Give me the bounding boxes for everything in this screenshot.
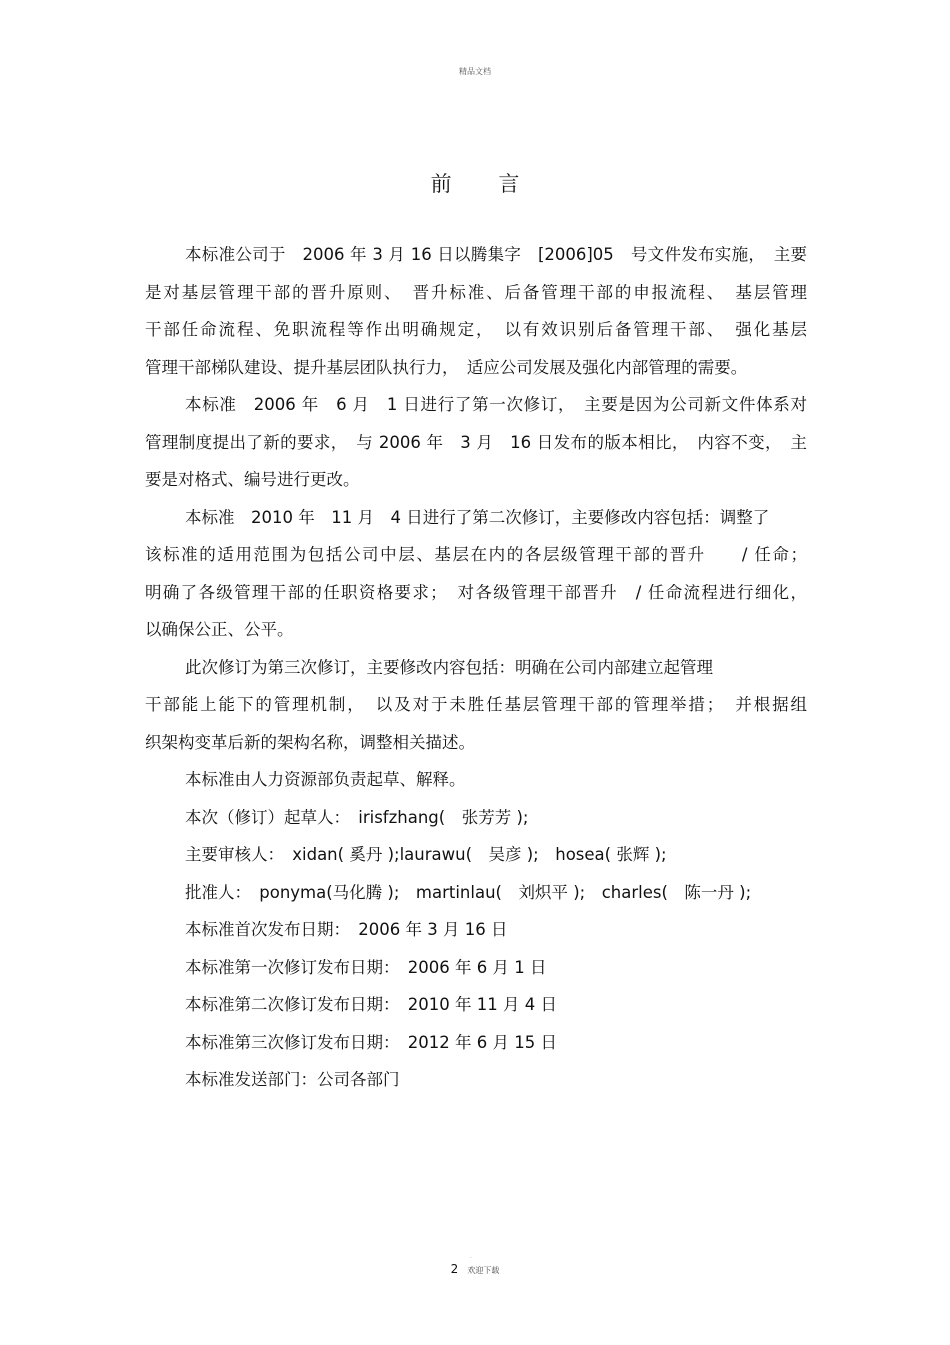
paragraph xyxy=(145,649,807,762)
info-line: 本次（修订）起草人： irisfzhang( 张芳芳 ); xyxy=(185,807,529,827)
info-line: 批准人： ponyma(马化腾 ); martinlau( 刘炽平 ); charles( 陈一丹 ); xyxy=(185,882,752,902)
info-line: 本标准第二次修订发布日期： 2010 年 11 月 4 日 xyxy=(185,995,557,1014)
info-line: 本标准发送部门：公司各部门 xyxy=(185,1070,400,1089)
text-line: 该标准的适用范围为包括公司中层、基层在内的各层级管理干部的晋升 / 任命； xyxy=(145,545,807,564)
info-line: 本标准由人力资源部负责起草、解释。 xyxy=(185,770,466,789)
page-footer xyxy=(0,1253,950,1277)
page-title: 前 言 xyxy=(430,172,540,196)
text-line: 本标准 2010 年 11 月 4 日进行了第二次修订，主要修改内容包括：调整了 xyxy=(185,507,770,527)
text-line: 是对基层管理干部的晋升原则、 晋升标准、后备管理干部的申报流程、 基层管理 xyxy=(145,282,807,302)
text-line: 管理干部梯队建设、提升基层团队执行力， 适应公司发展及强化内部管理的需要。 xyxy=(145,357,748,377)
paragraph xyxy=(145,386,807,499)
page-header: 精品文档 xyxy=(459,67,491,76)
document-info xyxy=(145,761,807,1099)
text-line: 以确保公正、公平。 xyxy=(145,620,294,639)
text-line: 此次修订为第三次修订，主要修改内容包括：明确在公司内部建立起管理 xyxy=(185,657,713,677)
paragraph xyxy=(145,236,807,386)
footer-dot: . xyxy=(470,1253,472,1260)
text-line: 本标准公司于 2006 年 3 月 16 日以腾集字 [2006]05 号文件发布实施， 主要 xyxy=(185,245,807,264)
text-line: 织架构变革后新的架构名称，调整相关描述。 xyxy=(145,732,475,752)
text-line: 本标准 2006 年 6 月 1 日进行了第一次修订， 主要是因为公司新文件体系对 xyxy=(185,395,807,414)
text-line: 干部任命流程、免职流程等作出明确规定， 以有效识别后备管理干部、 强化基层 xyxy=(145,320,807,339)
info-line: 本标准第一次修订发布日期： 2006 年 6 月 1 日 xyxy=(185,957,547,977)
info-line: 本标准第三次修订发布日期： 2012 年 6 月 15 日 xyxy=(185,1032,557,1052)
document-body xyxy=(145,236,807,1099)
text-line: 管理制度提出了新的要求， 与 2006 年 3 月 16 日发布的版本相比， 内容不变， 主 xyxy=(145,432,807,452)
text-line: 明确了各级管理干部的任职资格要求； 对各级管理干部晋升 / 任命流程进行细化， xyxy=(145,582,807,602)
info-line: 主要审核人： xidan( 奚丹 );laurawu( 吴彦 ); hosea( 张辉 ); xyxy=(185,845,667,864)
info-line: 本标准首次发布日期： 2006 年 3 月 16 日 xyxy=(185,920,508,939)
text-line: 要是对格式、编号进行更改。 xyxy=(145,470,360,489)
page-number: 2 xyxy=(450,1262,459,1276)
text-line: 干部能上能下的管理机制， 以及对于未胜任基层管理干部的管理举措； 并根据组 xyxy=(145,695,807,714)
paragraph xyxy=(145,499,807,649)
footer-text: 欢迎下载 xyxy=(467,1266,500,1275)
